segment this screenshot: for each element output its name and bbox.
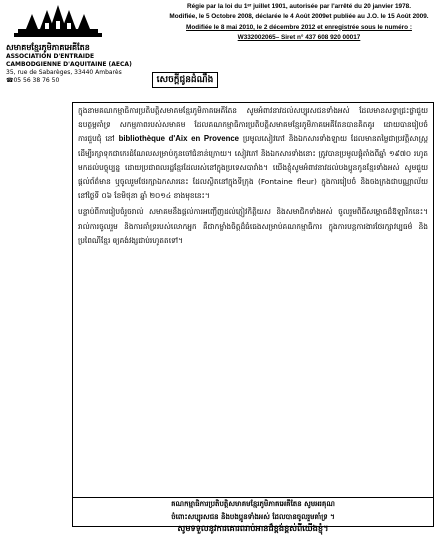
paragraph-1-location: bibliothèque d'Aix en Provence (118, 134, 240, 144)
angkor-temple-logo (12, 4, 104, 40)
closing-line: សូមទទួលនូវការគោរពរាប់អានដ៏ខ្ពង់ខ្ពស់ពីយើងខ្ញុំ។ (177, 523, 329, 533)
association-name-line-2: CAMBODGIENNE D'AQUITAINE (AECA) (6, 61, 132, 68)
paragraph-1 (78, 104, 428, 203)
letterhead (0, 0, 440, 100)
legal-registration (164, 2, 434, 43)
paragraph-2 (78, 205, 428, 248)
association-address: 35, rue de Sabarèges, 33440 Ambarès (6, 69, 122, 76)
association-phone: ☎05 56 38 76 50 (6, 77, 60, 84)
thanks-line-2: ចំពោះសប្បុរសជន និងបងប្អូនទាំងអស់ ដែលបានចូលរួមគាំទ្រ ។ (171, 513, 335, 521)
legal-line-4: W332002065– Siret n° 437 608 920 00017 (237, 33, 361, 41)
khmer-association-name: សមាគមខ្មែរភូមិភាគអេគីតែន (6, 43, 90, 52)
legal-line-3: Modifiée le 8 mai 2010, le 2 décembre 2012 et enregistrée sous le numéro : (186, 23, 412, 31)
legal-line-1: Régie par la loi du 1ᵉʳ juillet 1901, autorisée par l'arrêté du 20 janvier 1978. (187, 3, 411, 10)
paragraph-1-start: ក្នុងនាមគណកម្មាធិការប្រតិបត្តិសមាគមខ្មែរភូមិភាគអេគីតែន សូមអំពាវនាវដល់សប្បុរសជនទាំងអស់ ដែលមានសទ្ធាជ្រះថ្លាជួយឧបត្ថម្ភគាំទ្រ សកម្មភាពរបស់សមាគម ដែលគណកម្មាធិការប្រតិបត្តិសមាគមខ្មែរភូមិភាគអេគីតែនបានគិតគូរ ដោយបានរៀបចំការជួបជុំ នៅ (78, 106, 428, 144)
association-block (6, 4, 146, 85)
paragraph-2-text: បន្ទាប់ពីការរៀបចំរួចរាល់ សមាគមនឹងផ្តល់ការអញ្ជើញដល់ភ្ញៀវកិត្តិយស និងសមាជិកទាំងអស់ ចូលរួមពិធីសម្ពោធដ៏ឱឡារិកនេះ។ រាល់ការចូលរួម និងការគាំទ្ររបស់លោកអ្នក គឺជាកម្លាំងចិត្តដ៏ធំធេងសម្រាប់គណកម្មាធិការ ក្នុងការបន្តការងារថែរក្សាវប្បធម៌ និងប្រពៃណីខ្មែរ ឲ្យគង់វង្សជាប់រហូតតទៅ។ (78, 207, 428, 245)
notice-title: សេចក្តីជូនដំណឹង (152, 72, 218, 88)
legal-line-2: Modifiée, le 5 Octobre 2008, déclarée le 4 Août 2009et publiée au J.O. le 15 Août 2009. (169, 13, 429, 21)
notice-body (78, 104, 428, 250)
association-name-line-1: ASSOCIATION D'ENTRAIDE (6, 53, 95, 60)
paragraph-1-end: ប្រមូលសៀវភៅ និងឯកសារទាំងឡាយ ដែលមានតម្លៃជាប្រវត្តិសាស្ត្រ ដើម្បីរក្សាទុកជាកេរដំណែលសម្រាប់កូនចៅជំនាន់ក្រោយ។ សៀវភៅ និងឯកសារទាំងនោះ ត្រូវបានប្រមូលផ្តុំតាំងពីឆ្នាំ ១៩៧០ រហូតមកដល់បច្ចុប្បន្ន ដោយប្រជាពលរដ្ឋខ្មែរដែលរស់នៅក្នុងប្រទេសបារាំង។ យើងខ្ញុំសូមអំពាវនាវដល់បងប្អូនកូនខ្មែរទាំងអស់ សូមជួយផ្តល់ព័ត៌មាន ឬចូលរួមថែរក្សាឯកសារនេះ ដែលស្ថិតនៅក្នុងទីក្រុង (Fontaine fleur) ក្នុងការរៀបចំ និងចងក្រងជាបណ្ណាល័យ នៅថ្ងៃទី ០៦ ខែមិថុនា ឆ្នាំ ២០១៤ ខាងមុខនេះ។ (78, 134, 429, 201)
thanks-line-1: គណកម្មាធិការប្រតិបត្តិសមាគមខ្មែរភូមិភាគអេគីតែន សូមអរគុណ (171, 500, 335, 508)
